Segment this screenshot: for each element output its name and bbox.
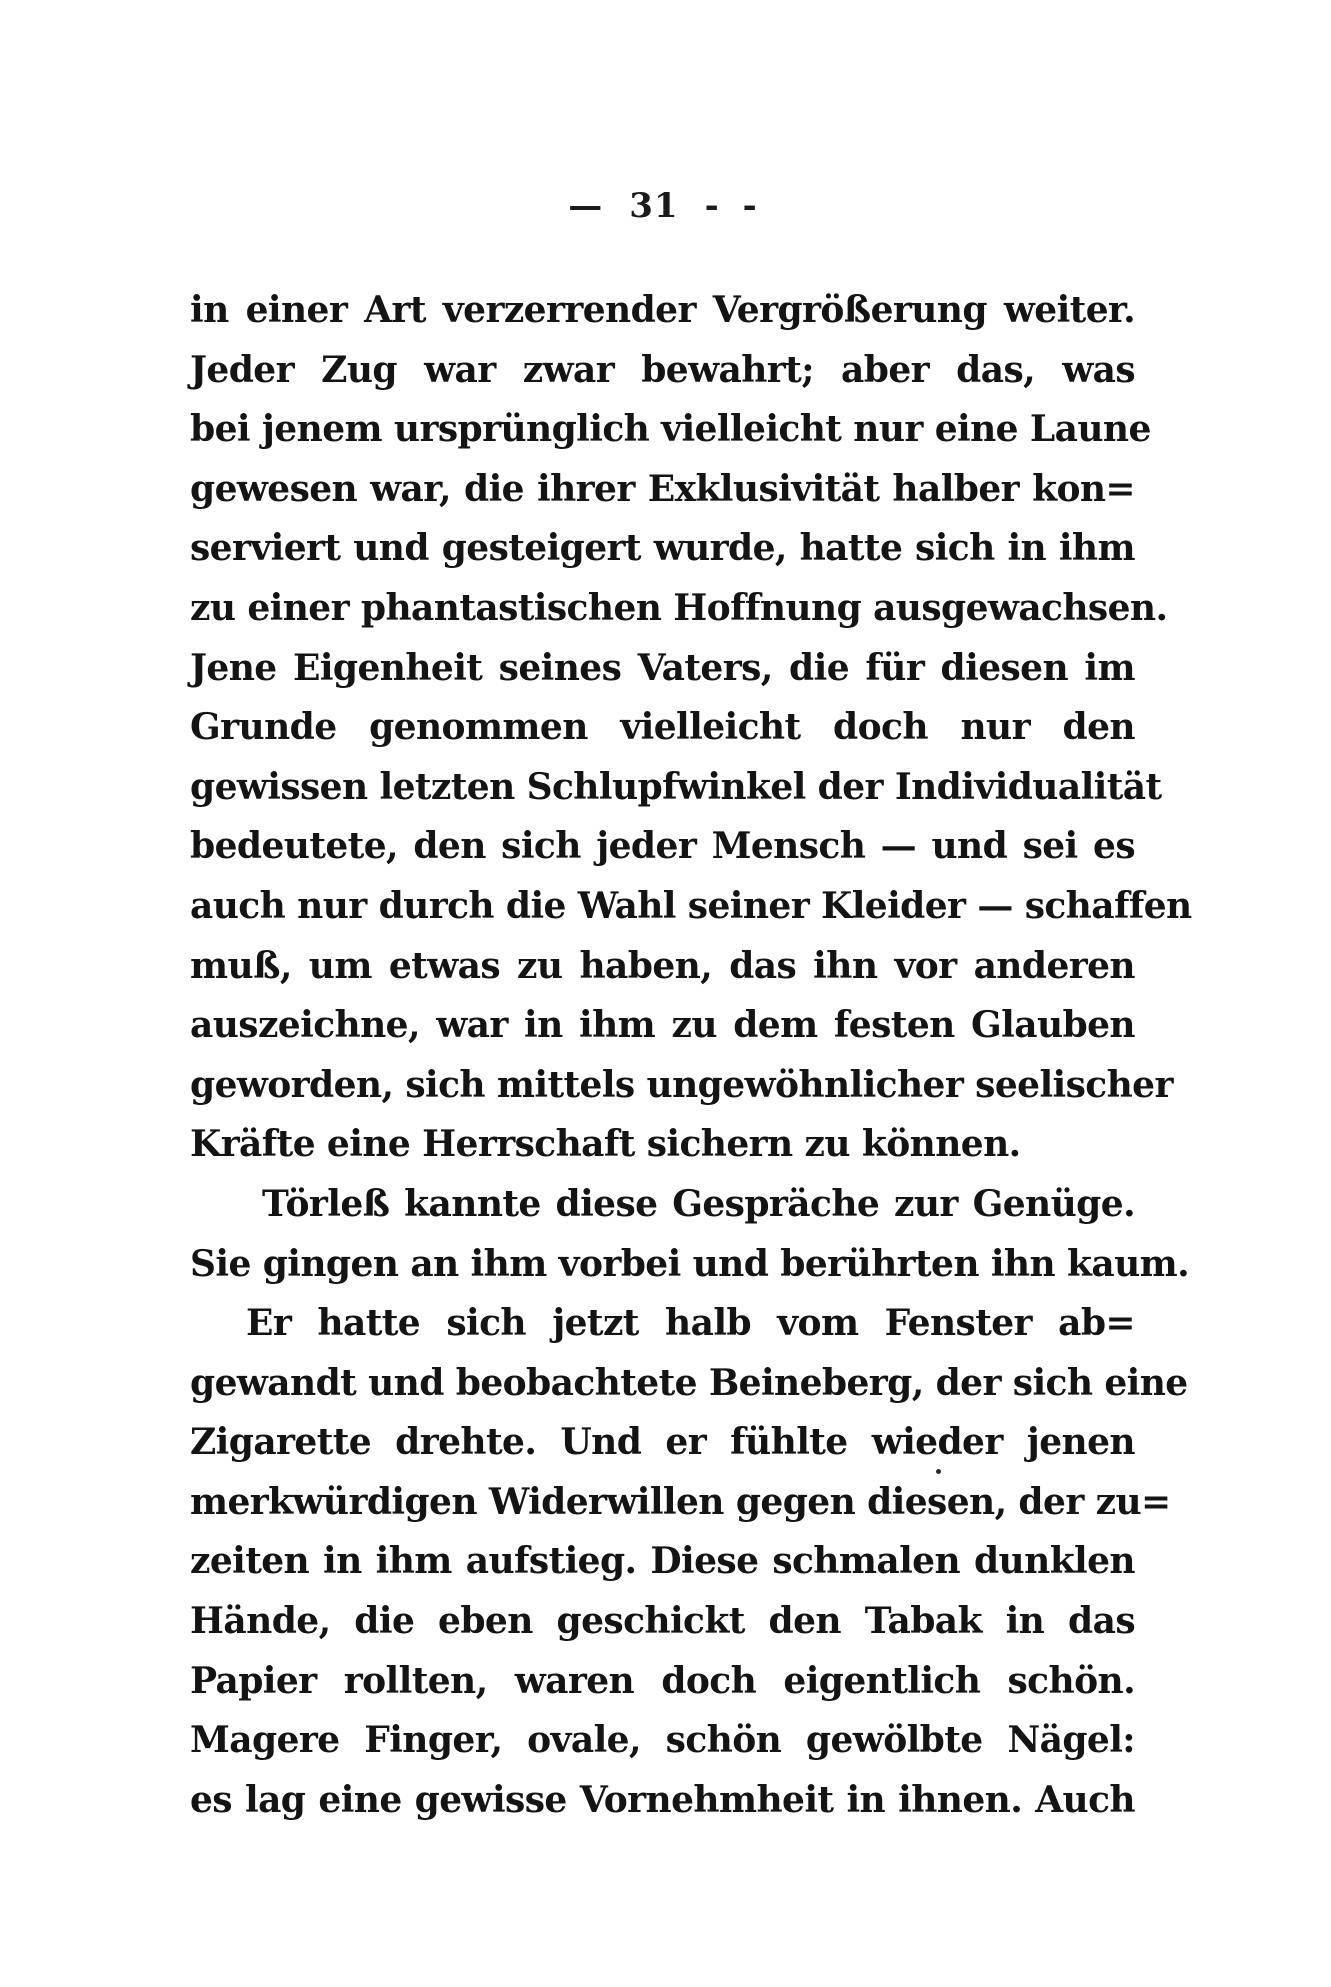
text-line: Magere Finger, ovale, schön gewölbte Nägel: bbox=[190, 1719, 1135, 1762]
text-line: Sie gingen an ihm vorbei und berührten ihn kaum. bbox=[190, 1242, 1190, 1285]
text-line: gewissen letzten Schlupfwinkel der Individualität bbox=[190, 765, 1162, 808]
text-line: auch nur durch die Wahl seiner Kleider — schaffen bbox=[190, 884, 1192, 927]
header-dash-left: — bbox=[568, 186, 604, 226]
text-line: gewesen war, die ihrer Exklusivität halber kon= bbox=[190, 467, 1135, 510]
text-line: Jene Eigenheit seines Vaters, die für diesen im bbox=[190, 646, 1135, 689]
text-line: merkwürdigen Widerwillen gegen diesen, der zu= bbox=[190, 1480, 1171, 1523]
text-line: Jeder Zug war zwar bewahrt; aber das, was bbox=[190, 348, 1135, 391]
text-line: Zigarette drehte. Und er fühlte wieder jenen bbox=[190, 1421, 1135, 1464]
text-line: geworden, sich mittels ungewöhnlicher seelischer bbox=[190, 1063, 1173, 1106]
page-header bbox=[0, 186, 1331, 226]
ink-speck bbox=[936, 1469, 941, 1474]
text-line: Kräfte eine Herrschaft sichern zu können. bbox=[190, 1123, 1021, 1166]
text-line: Er hatte sich jetzt halb vom Fenster ab= bbox=[246, 1302, 1135, 1345]
text-line: serviert und gesteigert wurde, hatte sich in ihm bbox=[190, 527, 1135, 570]
text-line: in einer Art verzerrender Vergrößerung weiter. bbox=[190, 289, 1135, 331]
text-line: Grunde genommen vielleicht doch nur den bbox=[190, 706, 1135, 749]
text-line: Papier rollten, waren doch eigentlich schön. bbox=[190, 1659, 1135, 1702]
text-line: Hände, die eben geschickt den Tabak in das bbox=[190, 1600, 1135, 1643]
text-line: muß, um etwas zu haben, das ihn vor anderen bbox=[190, 944, 1135, 987]
text-line: es lag eine gewisse Vornehmheit in ihnen. Auch bbox=[190, 1778, 1135, 1821]
header-dash-right: - - bbox=[704, 186, 763, 226]
page-number: 31 bbox=[629, 186, 679, 226]
text-line: zu einer phantastischen Hoffnung ausgewachsen. bbox=[190, 586, 1168, 629]
text-line: Törleß kannte diese Gespräche zur Genüge. bbox=[262, 1182, 1135, 1225]
text-line: zeiten in ihm aufstieg. Diese schmalen dunklen bbox=[190, 1540, 1135, 1583]
text-line: bedeutete, den sich jeder Mensch — und sei es bbox=[190, 825, 1135, 868]
text-line: auszeichne, war in ihm zu dem festen Glauben bbox=[190, 1004, 1135, 1047]
text-block bbox=[190, 281, 1192, 1830]
text-line: gewandt und beobachtete Beineberg, der sich eine bbox=[190, 1361, 1188, 1404]
text-line: bei jenem ursprünglich vielleicht nur eine Laune bbox=[190, 408, 1151, 451]
